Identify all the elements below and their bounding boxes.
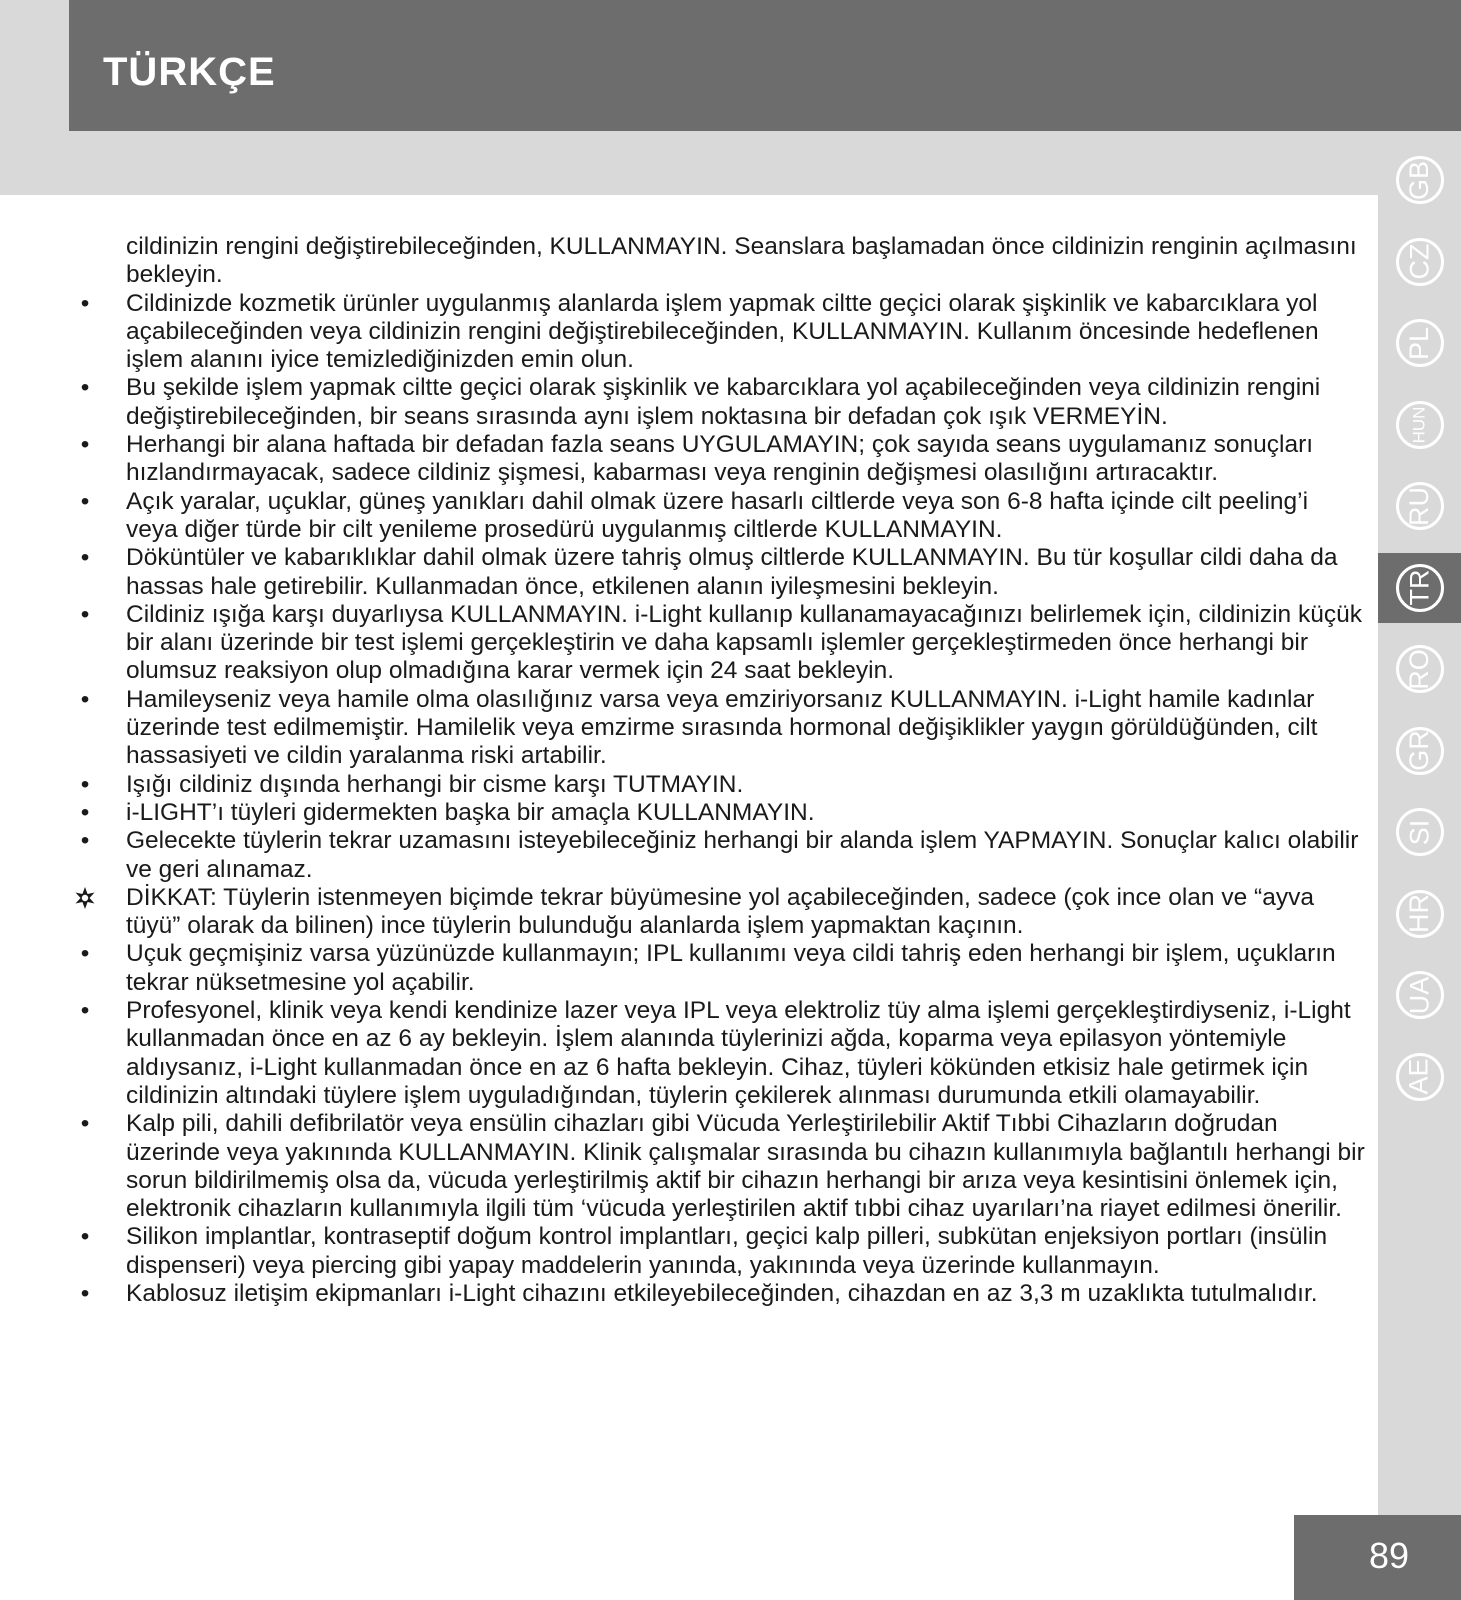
- list-item-text: DİKKAT: Tüylerin istenmeyen biçimde tekrar büyümesine yol açabileceğinden, sadece (çok ince olan ve “ayva tüyü” olarak da bilinen) ince tüylerin bulunduğu alanlarda işlem yapmaktan kaçının.: [126, 883, 1314, 940]
- language-tab-hun[interactable]: [1378, 390, 1461, 460]
- list-item-text: Cildiniz ışığa karşı duyarlıysa KULLANMAYIN. i-Light kullanıp kullanamayacağınızı belirlemek için, cildinizin küçük bir alanı üzerinde bir test işlemi gerçekleştirin ve daha kapsamlı işlemler gerçekleştirmeden önce herhangi bir olumsuz reaksiyon olup olmadığına karar vermek için 24 saat bekleyin.: [126, 600, 1362, 685]
- bullet-icon: •: [80, 770, 90, 798]
- language-code-label: RU: [1404, 486, 1434, 526]
- list-item: [70, 290, 1365, 375]
- list-item-text: Hamileyseniz veya hamile olma olasılığınız varsa veya emziriyorsanız KULLANMAYIN. i-Light hamile kadınlar üzerinde test edilmemiştir. Hamilelik veya emzirme sırasında hormonal değişiklikler yaygın görüldüğünden, cilt hassasiyeti ve cildin yaralanma riski artabilir.: [126, 685, 1318, 770]
- language-code-label: UA: [1403, 976, 1434, 1014]
- list-item-text: Cildinizde kozmetik ürünler uygulanmış alanlarda işlem yapmak ciltte geçici olarak şişkinlik ve kabarcıklara yol açabileceğinden veya cildinizin rengini değiştirebileceğinden, KULLANMAYIN. Kullanım öncesinde hedeflenen işlem alanını iyice temizlediğinizden emin olun.: [126, 289, 1319, 374]
- list-item: [70, 799, 1365, 827]
- list-item: [70, 1223, 1365, 1280]
- bullet-icon: •: [80, 600, 90, 628]
- list-item: [70, 1280, 1365, 1308]
- bullet-icon: •: [80, 997, 90, 1025]
- warning-list: [70, 290, 1365, 1309]
- list-item: [70, 544, 1365, 601]
- list-item-text: i-LIGHT’ı tüyleri gidermekten başka bir amaçla KULLANMAYIN.: [126, 798, 815, 826]
- language-tab-tr[interactable]: [1378, 553, 1461, 623]
- caution-star-icon: [70, 884, 100, 912]
- bullet-icon: •: [80, 798, 90, 826]
- language-tab-ua[interactable]: [1378, 960, 1461, 1030]
- list-item: [70, 431, 1365, 488]
- language-code-label: TR: [1404, 569, 1434, 606]
- bullet-icon: •: [80, 1110, 90, 1138]
- list-item: [70, 601, 1365, 686]
- language-code-label: AE: [1404, 1058, 1434, 1095]
- list-item-text: Silikon implantlar, kontraseptif doğum kontrol implantları, geçici kalp pilleri, subkütan enjeksiyon portları (insülin dispenseri) veya piercing gibi yapay maddelerin yanında, yakınında veya üzerinde kullanmayın.: [126, 1223, 1328, 1279]
- list-item-text: Döküntüler ve kabarıklıklar dahil olmak üzere tahriş olmuş ciltlerde KULLANMAYIN. Bu tür koşullar cildi daha da hassas hale getirebilir. Kullanmadan önce, etkilenen alanın iyileşmesini bekleyin.: [126, 544, 1338, 600]
- bullet-icon: •: [80, 487, 90, 515]
- language-code-label: HR: [1404, 894, 1434, 933]
- list-item-text: Kablosuz iletişim ekipmanları i-Light cihazını etkileyebileceğinden, cihazdan en az 3,3 m uzaklıkta tutulmalıdır.: [126, 1279, 1318, 1307]
- bullet-icon: •: [80, 289, 90, 317]
- list-item: [70, 997, 1365, 1110]
- list-item: [70, 488, 1365, 545]
- page-title: TÜRKÇE: [103, 50, 276, 94]
- language-circle: [1396, 645, 1444, 693]
- list-item: [70, 1110, 1365, 1223]
- language-tab-ro[interactable]: [1378, 634, 1461, 704]
- language-tab-pl[interactable]: [1378, 308, 1461, 378]
- language-code-label: CZ: [1404, 243, 1434, 280]
- list-item-text: Bu şekilde işlem yapmak ciltte geçici olarak şişkinlik ve kabarcıklara yol açabileceğinden veya cildinizin rengini değiştirebileceğinden, bir seans sırasında aynı işlem noktasına bir defadan çok ışık VERMEYİN.: [126, 374, 1321, 430]
- language-circle: [1396, 319, 1444, 367]
- bullet-icon: •: [80, 1223, 90, 1251]
- bullet-icon: •: [80, 431, 90, 459]
- language-circle: [1396, 401, 1444, 449]
- list-item-text: Profesyonel, klinik veya kendi kendinize lazer veya IPL veya elektroliz tüy alma işlemi gerçekleştirdiyseniz, i-Light kullanmadan önce en az 6 ay bekleyin. İşlem alanında tüylerinizi ağda, koparma veya epilasyon yöntemiyle aldıysanız, i-Light kullanmadan önce en az 6 hafta bekleyin. Cihaz, tüyleri kökünden etkisiz hale getirmek için cildinizin altındaki tüylere işlem uyguladığından, tüylerin çekilerek alınması durumunda etkili olamayabilir.: [126, 997, 1351, 1109]
- intro-paragraph: cildinizin rengini değiştirebileceğinden, KULLANMAYIN. Seanslara başlamadan önce cildinizin renginin açılmasını bekleyin.: [126, 233, 1357, 289]
- language-tab-ru[interactable]: [1378, 471, 1461, 541]
- bullet-icon: •: [80, 940, 90, 968]
- language-circle: [1396, 238, 1444, 286]
- language-tab-si[interactable]: [1378, 797, 1461, 867]
- language-tab-hr[interactable]: [1378, 879, 1461, 949]
- language-code-label: RO: [1404, 648, 1434, 690]
- language-circle: [1396, 564, 1444, 612]
- bullet-icon: •: [80, 374, 90, 402]
- language-code-label: GB: [1403, 160, 1434, 200]
- language-tab-gr[interactable]: [1378, 716, 1461, 786]
- language-circle: [1396, 808, 1444, 856]
- list-item: [70, 940, 1365, 997]
- language-tab-gb[interactable]: [1378, 145, 1461, 215]
- language-circle: [1396, 482, 1444, 530]
- list-item-text: Kalp pili, dahili defibrilatör veya ensülin cihazları gibi Vücuda Yerleştirilebilir Aktif Tıbbi Cihazların doğrudan üzerinde veya yakınında KULLANMAYIN. Klinik çalışmalar sırasında bu cihazın kullanımıyla bağlantılı herhangi bir sorun bildirilmemiş olsa da, vücuda yerleştirilmiş aktif bir cihazın herhangi bir arıza veya kesintisini önlemek için, elektronik cihazların kullanımıyla ilgili tüm ‘vücuda yerleştirilen aktif tıbbi cihaz uyarıları’na riayet edilmesi önerilir.: [126, 1110, 1365, 1223]
- language-circle: [1396, 890, 1444, 938]
- language-code-label: SI: [1403, 819, 1434, 845]
- list-item-text: Uçuk geçmişiniz varsa yüzünüzde kullanmayın; IPL kullanımı veya cildi tahriş eden herhangi bir işlem, uçukların tekrar nüksetmesine yol açabilir.: [126, 940, 1336, 996]
- language-circle: [1396, 1053, 1444, 1101]
- language-code-label: HUN: [1409, 406, 1429, 443]
- bullet-icon: •: [80, 544, 90, 572]
- list-item-text: Herhangi bir alana haftada bir defadan fazla seans UYGULAMAYIN; çok sayıda seans uygulamanız sonuçları hızlandırmayacak, sadece cildiniz şişmesi, kabarması veya renginin değişmesi olasılığını artıracaktır.: [126, 431, 1314, 487]
- bullet-icon: •: [80, 685, 90, 713]
- list-item-text: Gelecekte tüylerin tekrar uzamasını isteyebileceğiniz herhangi bir alanda işlem YAPMAYIN. Sonuçlar kalıcı olabilir ve geri alınamaz.: [126, 827, 1359, 883]
- list-item: [70, 771, 1365, 799]
- page-number-box: [1294, 1515, 1461, 1600]
- language-circle: [1396, 971, 1444, 1019]
- header-bar: [69, 0, 1461, 131]
- list-item: [70, 374, 1365, 431]
- bullet-icon: •: [80, 827, 90, 855]
- language-tab-cz[interactable]: [1378, 227, 1461, 297]
- list-item: [70, 884, 1365, 941]
- language-circle: [1396, 156, 1444, 204]
- language-circle: [1396, 727, 1444, 775]
- language-code-label: PL: [1404, 326, 1434, 360]
- list-item-text: Işığı cildiniz dışında herhangi bir cisme karşı TUTMAYIN.: [126, 770, 744, 798]
- document-body: [70, 233, 1365, 1308]
- list-item: [70, 827, 1365, 884]
- page-number: 89: [1369, 1535, 1410, 1576]
- language-tab-ae[interactable]: [1378, 1042, 1461, 1112]
- list-item: [70, 686, 1365, 771]
- list-item-text: Açık yaralar, uçuklar, güneş yanıkları dahil olmak üzere hasarlı ciltlerde veya son 6-8 hafta içinde cilt peeling’i veya diğer türde bir cilt yenileme prosedürü uygulanmış ciltlerde KULLANMAYIN.: [126, 487, 1309, 543]
- bullet-icon: •: [80, 1279, 90, 1307]
- language-code-label: GR: [1404, 730, 1434, 771]
